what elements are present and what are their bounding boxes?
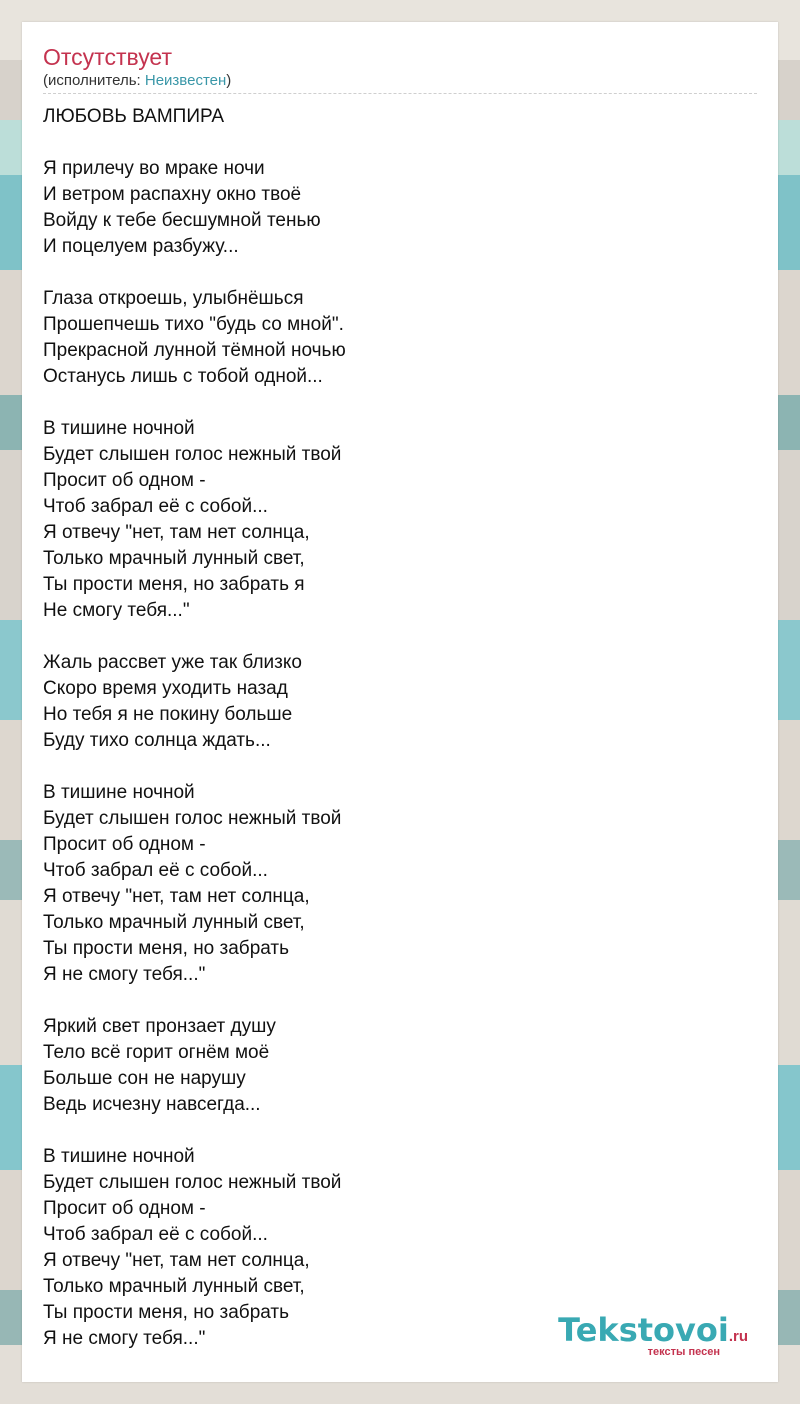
lyric-line: Я отвечу "нет, там нет солнца, (43, 522, 310, 543)
lyric-line: Прекрасной лунной тёмной ночью (43, 340, 346, 361)
logo-main-text: Tekstovoi (558, 1311, 729, 1349)
lyric-line (43, 988, 743, 1014)
lyric-line: Будет слышен голос нежный твой (43, 444, 342, 465)
lyric-line: Будет слышен голос нежный твой (43, 1172, 342, 1193)
lyric-line (43, 260, 743, 286)
lyric-line (43, 1118, 743, 1144)
lyric-line: Только мрачный лунный свет, (43, 548, 305, 569)
artist-link[interactable]: Неизвестен (144, 72, 227, 89)
lyric-line: Я не смогу тебя..." (43, 964, 206, 985)
lyric-line: Ты прости меня, но забрать я (43, 574, 305, 595)
lyric-line (43, 624, 743, 650)
lyric-line: Тело всё горит огнём моё (43, 1042, 270, 1063)
lyric-line: Но тебя я не покину больше (43, 704, 293, 725)
lyric-line: Войду к тебе бесшумной тенью (43, 210, 321, 231)
lyric-line: Чтоб забрал её с собой... (43, 496, 268, 517)
site-logo[interactable] (558, 1311, 748, 1358)
artist-suffix: ) (226, 72, 232, 89)
lyric-line: Чтоб забрал её с собой... (43, 1224, 268, 1245)
lyric-line: Только мрачный лунный свет, (43, 1276, 305, 1297)
logo-subtitle: тексты песен (647, 1346, 720, 1358)
lyric-line: Ты прости меня, но забрать (43, 938, 290, 959)
lyric-line: Просит об одном - (43, 834, 206, 855)
lyric-line: Будет слышен голос нежный твой (43, 808, 342, 829)
lyric-line (43, 754, 743, 780)
lyric-line: Не смогу тебя..." (43, 600, 190, 621)
lyric-line: ЛЮБОВЬ ВАМПИРА (43, 106, 225, 127)
lyric-line (43, 390, 743, 416)
artist-line (43, 72, 231, 90)
lyric-line: Я отвечу "нет, там нет солнца, (43, 1250, 310, 1271)
lyric-line: И ветром распахну окно твоё (43, 184, 302, 205)
lyric-line: Просит об одном - (43, 470, 206, 491)
lyric-line: В тишине ночной (43, 782, 195, 803)
lyric-line: Ведь исчезну навсегда... (43, 1094, 261, 1115)
lyric-line: Только мрачный лунный свет, (43, 912, 305, 933)
lyric-line: Прошепчешь тихо "будь со мной". (43, 314, 344, 335)
lyric-line: Яркий свет пронзает душу (43, 1016, 276, 1037)
song-title: Отсутствует (43, 44, 172, 70)
lyric-line: Больше сон не нарушу (43, 1068, 246, 1089)
lyric-line: В тишине ночной (43, 418, 195, 439)
lyric-line: Буду тихо солнца ждать... (43, 730, 271, 751)
logo-tld: .ru (728, 1328, 748, 1345)
lyric-line: Глаза откроешь, улыбнёшься (43, 288, 304, 309)
lyric-line: Просит об одном - (43, 1198, 206, 1219)
divider (43, 93, 757, 94)
lyrics-text (43, 104, 743, 1352)
lyric-line: Скоро время уходить назад (43, 678, 288, 699)
lyric-line (43, 130, 743, 156)
lyric-line: Я прилечу во мраке ночи (43, 158, 265, 179)
lyric-line: Я отвечу "нет, там нет солнца, (43, 886, 310, 907)
lyric-line: В тишине ночной (43, 1146, 195, 1167)
lyric-line: И поцелуем разбужу... (43, 236, 239, 257)
lyric-line: Жаль рассвет уже так близко (43, 652, 302, 673)
lyric-line: Я не смогу тебя..." (43, 1328, 206, 1349)
artist-prefix: (исполнитель: (43, 72, 145, 89)
lyric-line: Чтоб забрал её с собой... (43, 860, 268, 881)
lyric-line: Ты прости меня, но забрать (43, 1302, 290, 1323)
lyric-line: Останусь лишь с тобой одной... (43, 366, 323, 387)
lyrics-card (22, 22, 778, 1382)
